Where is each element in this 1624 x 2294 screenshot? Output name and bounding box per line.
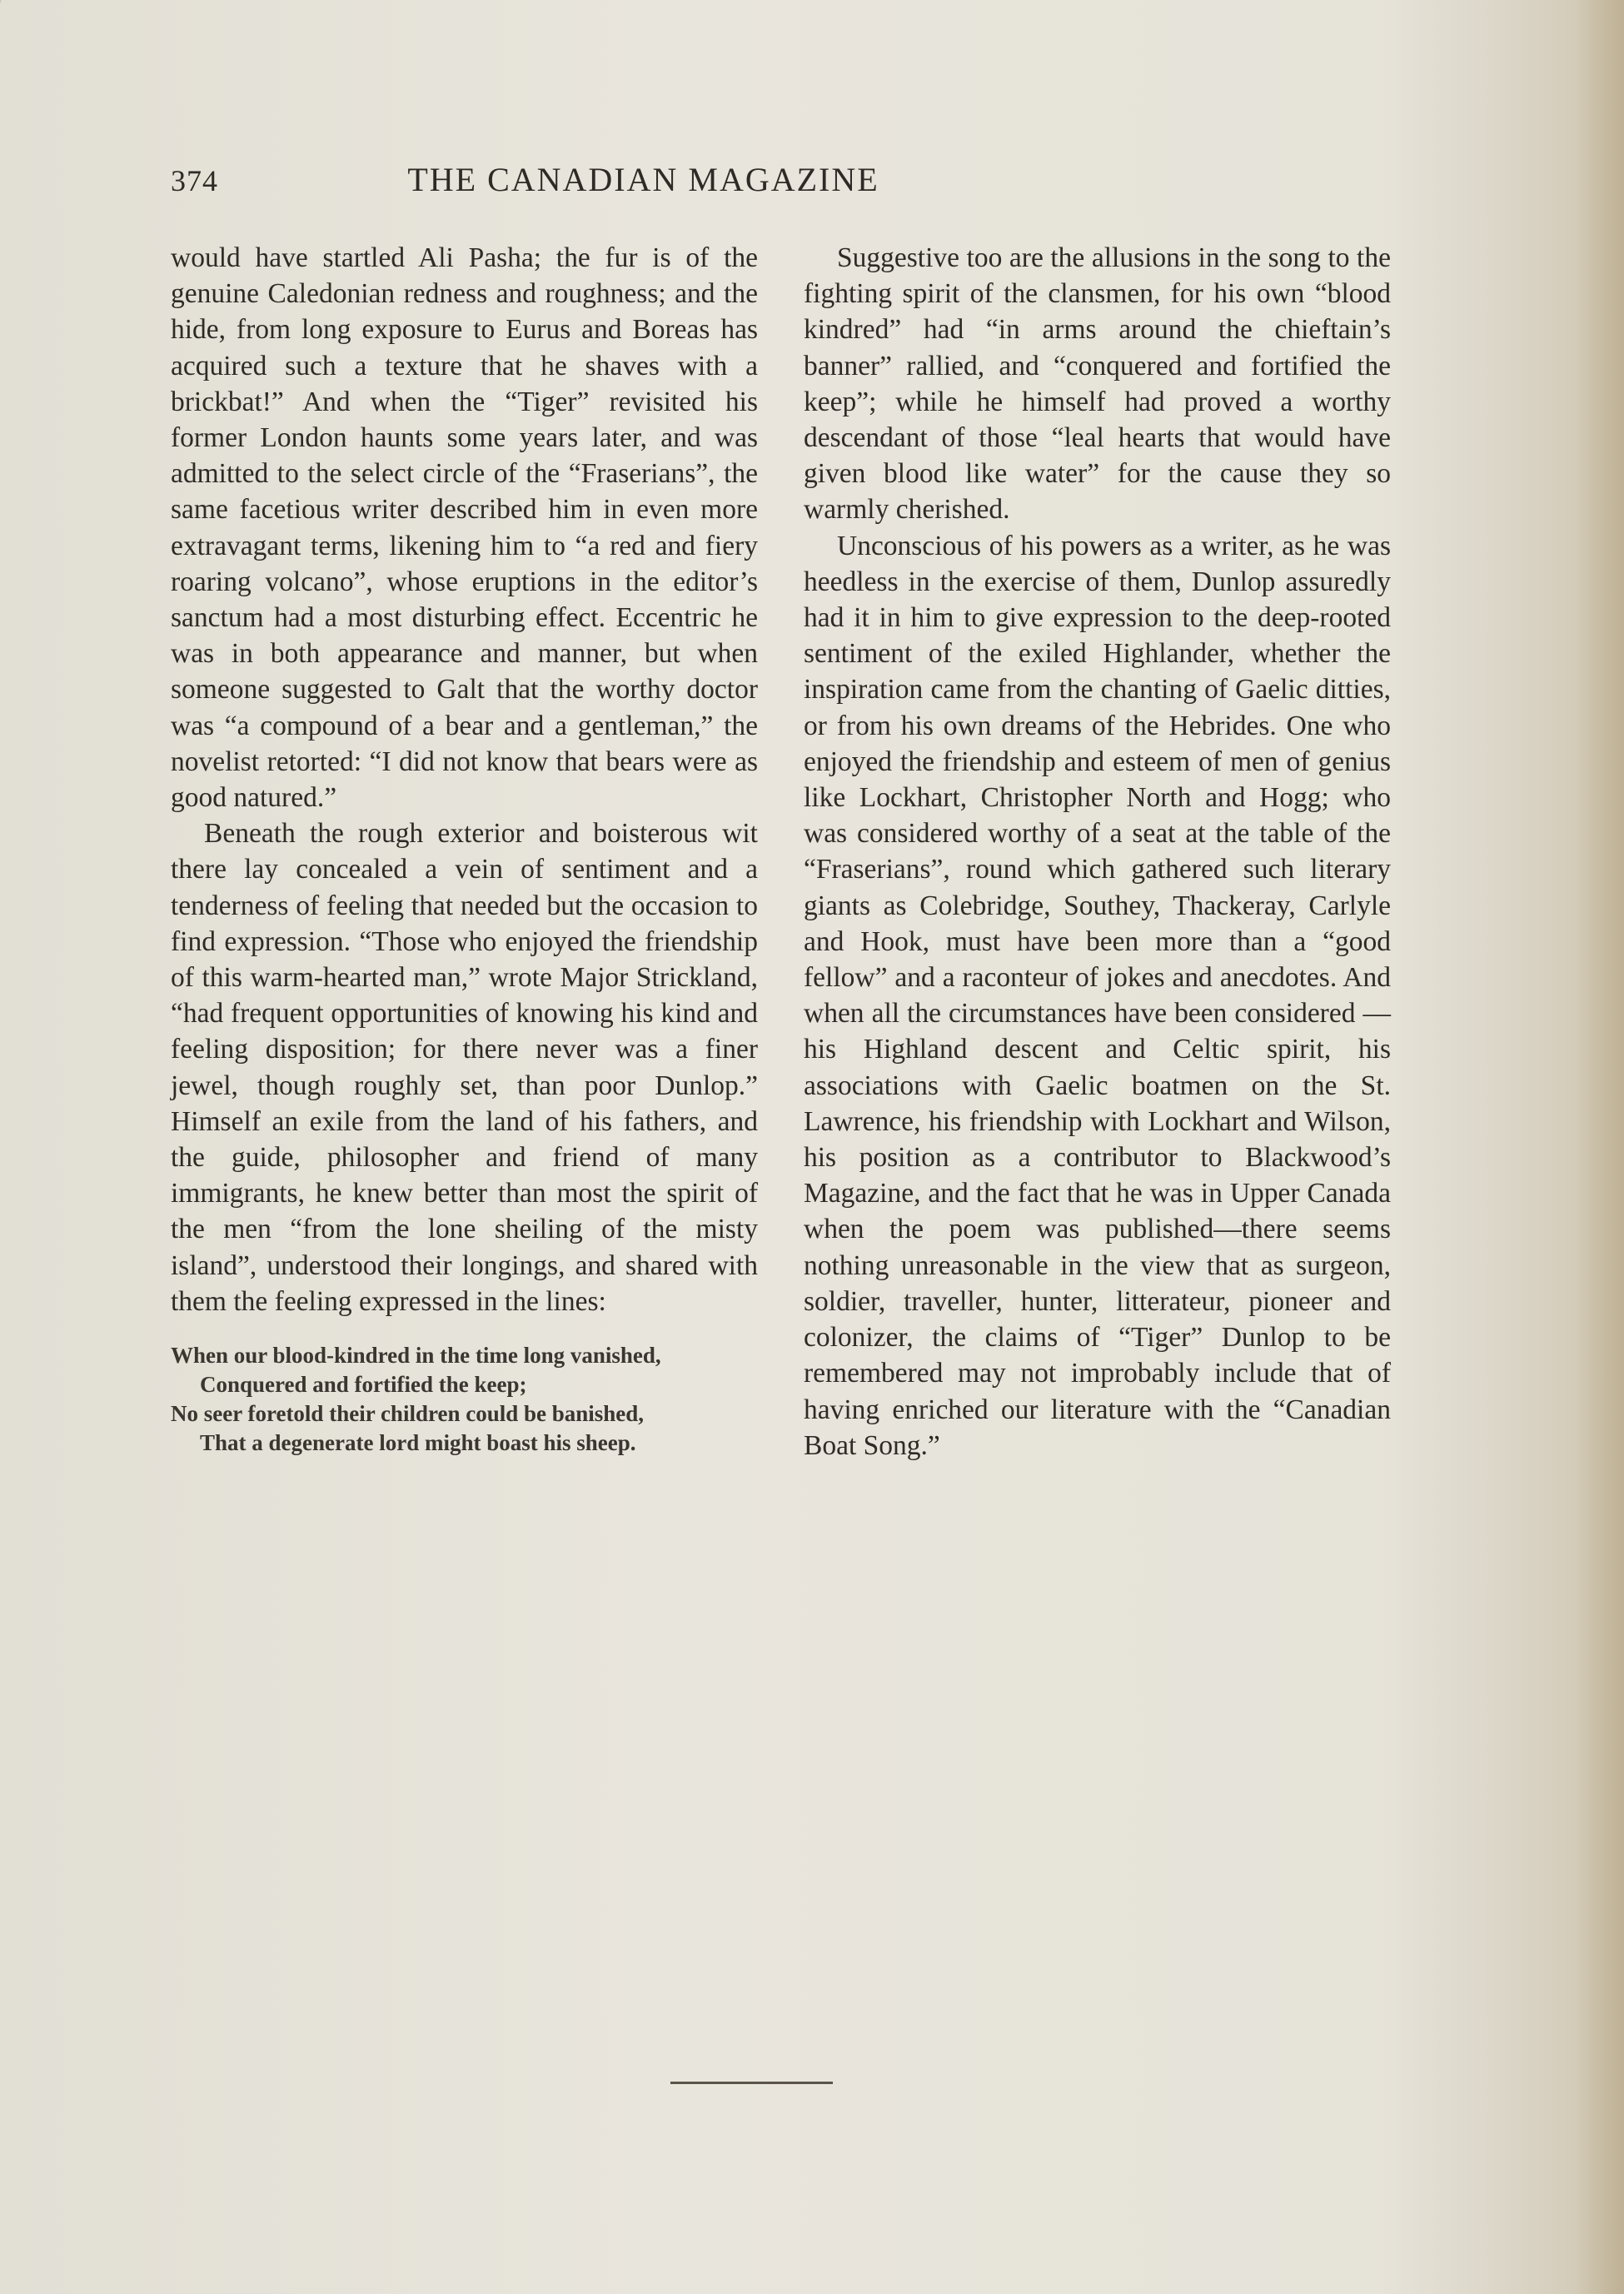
verse-line: Conquered and fortified the keep; — [200, 1372, 527, 1398]
left-column — [171, 240, 758, 1458]
right-column — [804, 240, 1391, 1464]
page-edge-shadow — [1574, 0, 1624, 2294]
page-header — [171, 160, 1058, 210]
left-paragraph-2: Beneath the rough exterior and boisterous wit there lay concealed a vein of sentiment and a tenderness of feeling that needed but the occasion to find expression. “Those who enjoyed the friendship of this warm-hearted man,” wrote Major Strickland, “had frequent opportunities of knowing his kind and feeling disposition; for there never was a finer jewel, though roughly set, than poor Dunlop.” Himself an exile from the land of his fathers, and the guide, philosopher and friend of many immigrants, he knew better than most the spirit of the men “from the lone sheiling of the misty island”, understood their longings, and shared with them the feeling expressed in the lines: — [171, 818, 758, 1317]
running-head: THE CANADIAN MAGAZINE — [407, 161, 879, 198]
verse-quotation — [171, 1341, 758, 1458]
left-paragraph-1: would have startled Ali Pasha; the fur is of the genuine Caledonian redness and roughness; and the hide, from long exposure to Eurus and Boreas has acquired such a texture that he shaves with a brickbat!” And when the “Tiger” revisited his former London haunts some years later, and was admitted to the select circle of the “Fraserians”, the same facetious writer described him in even more extravagant terms, likening him to “a red and fiery roaring volcano”, whose eruptions in the editor’s sanctum had a most disturbing effect. Eccentric he was in both appearance and manner, but when someone suggested to Galt that the worthy doctor was “a compound of a bear and a gentleman,” the novelist retorted: “I did not know that bears were as good natured.” — [171, 242, 758, 814]
end-of-article-rule — [670, 2082, 833, 2084]
verse-line: That a degenerate lord might boast his sheep. — [200, 1430, 636, 1456]
right-paragraph-2: Unconscious of his powers as a writer, as he was heedless in the exercise of them, Dunlop assuredly had it in him to give expression to the deep-rooted sentiment of the exiled Highlander, whether the inspiration came from the chanting of Gaelic ditties, or from his own dreams of the Hebrides. One who enjoyed the friendship and esteem of men of genius like Lockhart, Christopher North and Hogg; who was considered worthy of a seat at the table of the “Fraserians”, round which gathered such literary giants as Colebridge, Southey, Thackeray, Carlyle and Hook, must have been more than a “good fellow” and a raconteur of jokes and anecdotes. And when all the circumstances have been considered — his Highland descent and Celtic spirit, his associations with Gaelic boatmen on the St. Lawrence, his friendship with Lockhart and Wilson, his position as a contributor to Blackwood’s Magazine, and the fact that he was in Upper Canada when the poem was published—there seems nothing unreasonable in the view that as surgeon, soldier, traveller, hunter, litterateur, pioneer and colonizer, the claims of “Tiger” Dunlop to be remembered may not improbably include that of having enriched our literature with the “Canadian Boat Song.” — [804, 530, 1391, 1461]
corner-crease — [0, 0, 45, 83]
right-paragraph-1: Suggestive too are the allusions in the song to the fighting spirit of the clansmen, for his own “blood kindred” had “in arms around the chieftain’s banner” rallied, and “conquered and fortified the keep”; while he himself had proved a worthy descendant of those “leal hearts that would have given blood like water” for the cause they so warmly cherished. — [804, 242, 1391, 526]
verse-line: No seer foretold their children could be banished, — [171, 1401, 645, 1427]
verse-line: When our blood-kindred in the time long vanished, — [171, 1343, 661, 1369]
page-number: 374 — [171, 164, 218, 197]
